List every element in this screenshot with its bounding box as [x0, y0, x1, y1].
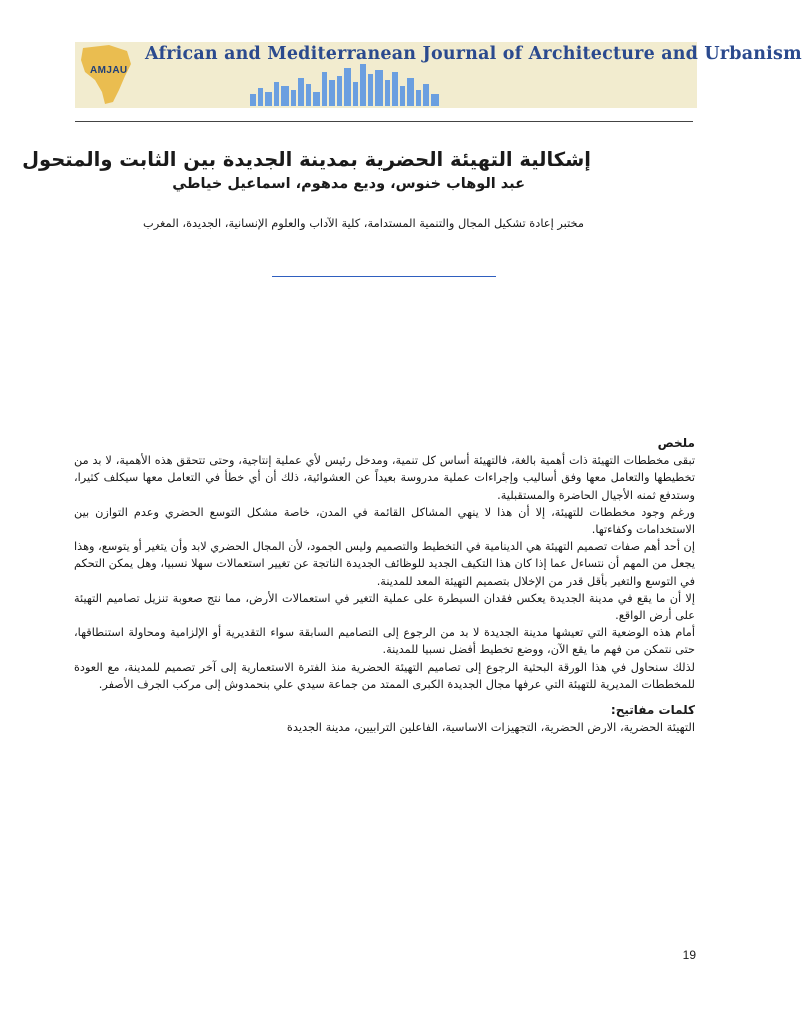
header-divider — [75, 121, 693, 122]
abstract-paragraph: ورغم وجود مخططات للتهيئة، إلا أن هذا لا ينهي المشاكل القائمة في المدن، خاصة مشكل التوسع الحضري وعدم التوازن بين الاستخدامات وكفاءتها. — [74, 505, 695, 537]
abstract-paragraph: لذلك سنحاول في هذا الورقة البحثية الرجوع إلى تصاميم التهيئة الحضرية منذ الفترة الاستعمارية إلى آخر تصميم للمدينة، مع العودة للمخططات المديرية للتهيئة التي عرفها مجال الجديدة الكبرى الممتد من جماعة سيدي علي بنحمدوش إلى مركب الجرف الأصفر. — [74, 660, 695, 691]
article-authors: عبد الوهاب خنوس، وديع مدهوم، اسماعيل خياطي — [172, 176, 525, 192]
abstract-paragraph: تبقى مخططات التهيئة ذات أهمية بالغة، فالتهيئة أساس كل تنمية، ومدخل رئيس لأي عملية إنتاجية، وحتى تتحقق هذه الأهمية، لا بد من تخطيطها والتعامل معها وفق أساليب وإجراءات عملية مدروسة بعيداً عن العشوائية، ذلك أن أي خطأ في التعامل معها سيكلف كثيرا، وستدفع ثمنه الأجيال الحاضرة والمستقبلية. — [74, 454, 695, 502]
article-affiliation: مختبر إعادة تشكيل المجال والتنمية المستدامة، كلية الآداب والعلوم الإنسانية، الجديدة، المغرب — [143, 216, 584, 230]
abstract-paragraph: أمام هذه الوضعية التي تعيشها مدينة الجديدة لا بد من الرجوع إلى التصاميم السابقة سواء التقديرية أو الإلزامية ومحاولة استنطاقها، حتى نتمكن من فهم ما يقع الآن، ووضع تخطيط أفضل نسبيا للمدينة. — [74, 626, 695, 657]
abstract-heading: ملخص — [657, 436, 695, 450]
journal-banner — [75, 42, 802, 108]
keywords-text: التهيئة الحضرية، الارض الحضرية، التجهيزات الاساسية، الفاعلين الترابيين، مدينة الجديدة — [286, 720, 695, 734]
article-title: إشكالية التهيئة الحضرية بمدينة الجديدة بين الثابت والمتحول — [22, 148, 591, 171]
abstract-paragraph: إلا أن ما يقع في مدينة الجديدة يعكس فقدان السيطرة على عملية التغير في استعمالات الأرض، مما نتج صعوبة تنزيل تصاميم التهيئة على أرض الواقع. — [74, 591, 695, 623]
page-number: 19 — [682, 948, 696, 962]
abstract-paragraph: إن أحد أهم صفات تصميم التهيئة هي الدينامية في التخطيط والتصميم وليس الجمود، لأن المجال الحضري لابد وأن يتغير أو يتوسع، وهذا يجعل من المهم أن نتساءل عما إذا كان هذا التكيف الجديد للوظائف الجديدة الناتجة عن تغيير استعمالات سهلا نسبيا، وهل يمكن التحكم في التوسع والتغير بأقل قدر من الإخلال بتصميم التهيئة المعد للمدينة. — [74, 540, 695, 588]
city-skyline-icon — [250, 64, 439, 106]
journal-abbreviation: AMJAU — [90, 65, 128, 76]
abstract-section — [74, 435, 695, 693]
keywords-heading: كلمات مفاتيح: — [610, 703, 695, 717]
journal-title: African and Mediterranean Journal of Architecture and Urbanism — [145, 44, 802, 64]
email-link-underline[interactable] — [272, 276, 496, 277]
